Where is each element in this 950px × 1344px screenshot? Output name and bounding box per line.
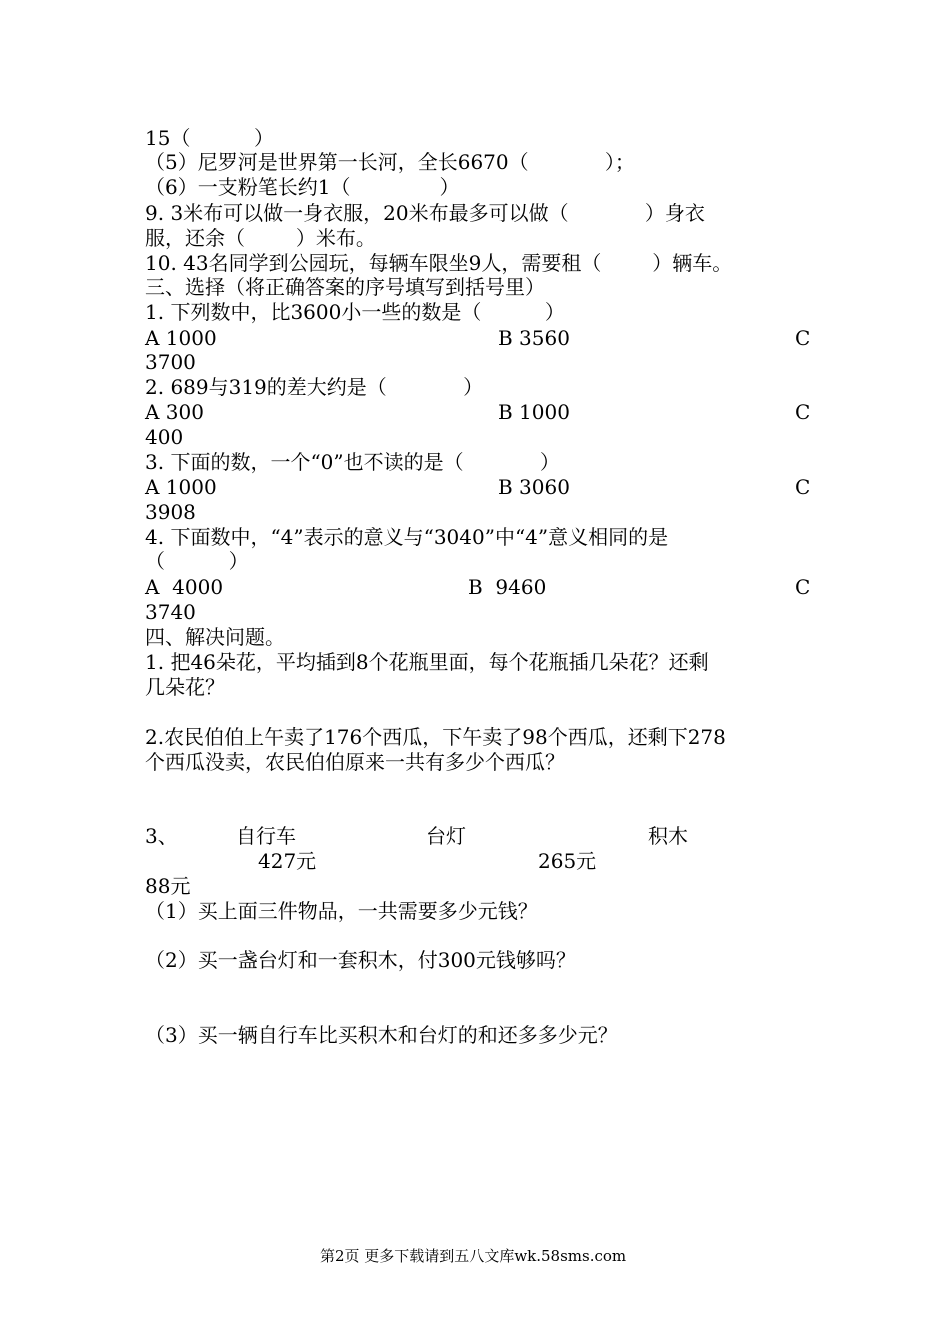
- item-lamp: 台灯: [426, 824, 466, 848]
- text-line: 9. 3米布可以做一身衣服，20米布最多可以做（ ）身衣: [145, 201, 705, 225]
- item-blocks: 积木: [648, 824, 688, 848]
- option-a: A 4000: [145, 575, 224, 599]
- text-line: 10. 43名同学到公园玩，每辆车限坐9人，需要租（ ）辆车。: [145, 251, 733, 275]
- option-a: A 1000: [145, 475, 217, 499]
- price-lamp: 265元: [538, 849, 597, 873]
- question: 2. 689与319的差大约是（ ）: [145, 375, 484, 399]
- question: 3. 下面的数，一个“0”也不读的是（ ）: [145, 450, 560, 474]
- option-c-value: 400: [145, 425, 184, 449]
- problem-text: 2.农民伯伯上午卖了176个西瓜，下午卖了98个西瓜，还剩下278: [145, 725, 726, 749]
- option-b: B 9460: [468, 575, 547, 599]
- page-footer: 第2页 更多下载请到五八文库wk.58sms.com: [320, 1247, 627, 1265]
- option-c: C: [795, 475, 811, 499]
- text-line: 服，还余（ ）米布。: [145, 226, 376, 250]
- option-b: B 3560: [498, 326, 570, 350]
- section-heading: 三、选择（将正确答案的序号填写到括号里）: [145, 275, 545, 299]
- price-blocks: 88元: [145, 874, 191, 898]
- section-heading: 四、解决问题。: [145, 625, 285, 649]
- problem-text: 几朵花？: [145, 675, 225, 699]
- option-c-value: 3908: [145, 500, 196, 524]
- sub-question: （2）买一盏台灯和一套积木，付300元钱够吗？: [145, 948, 576, 972]
- question: 1. 下列数中，比3600小一些的数是（ ）: [145, 300, 565, 324]
- item-bicycle: 自行车: [236, 824, 296, 848]
- sub-question: （1）买上面三件物品，一共需要多少元钱？: [145, 899, 538, 923]
- text-line: 15（ ）: [145, 126, 275, 150]
- problem-text: 1. 把46朵花，平均插到8个花瓶里面，每个花瓶插几朵花？还剩: [145, 650, 709, 674]
- option-a: A 300: [145, 400, 204, 424]
- text-line: （5）尼罗河是世界第一长河，全长6670（ ）；: [145, 150, 635, 174]
- option-c: C: [795, 400, 811, 424]
- problem-number: 3、: [145, 824, 178, 848]
- option-c-value: 3740: [145, 600, 196, 624]
- option-b: B 3060: [498, 475, 570, 499]
- option-c-value: 3700: [145, 350, 196, 374]
- price-bicycle: 427元: [258, 849, 317, 873]
- text-line: （6）一支粉笔长约1（ ）: [145, 175, 460, 199]
- answer-blank: （ ）: [145, 549, 249, 573]
- option-a: A 1000: [145, 326, 217, 350]
- problem-text: 个西瓜没卖，农民伯伯原来一共有多少个西瓜？: [145, 750, 565, 774]
- question: 4. 下面数中，“4”表示的意义与“3040”中“4”意义相同的是: [145, 525, 669, 549]
- option-b: B 1000: [498, 400, 570, 424]
- sub-question: （3）买一辆自行车比买积木和台灯的和还多多少元？: [145, 1023, 618, 1047]
- option-c: C: [795, 575, 811, 599]
- option-c: C: [795, 326, 811, 350]
